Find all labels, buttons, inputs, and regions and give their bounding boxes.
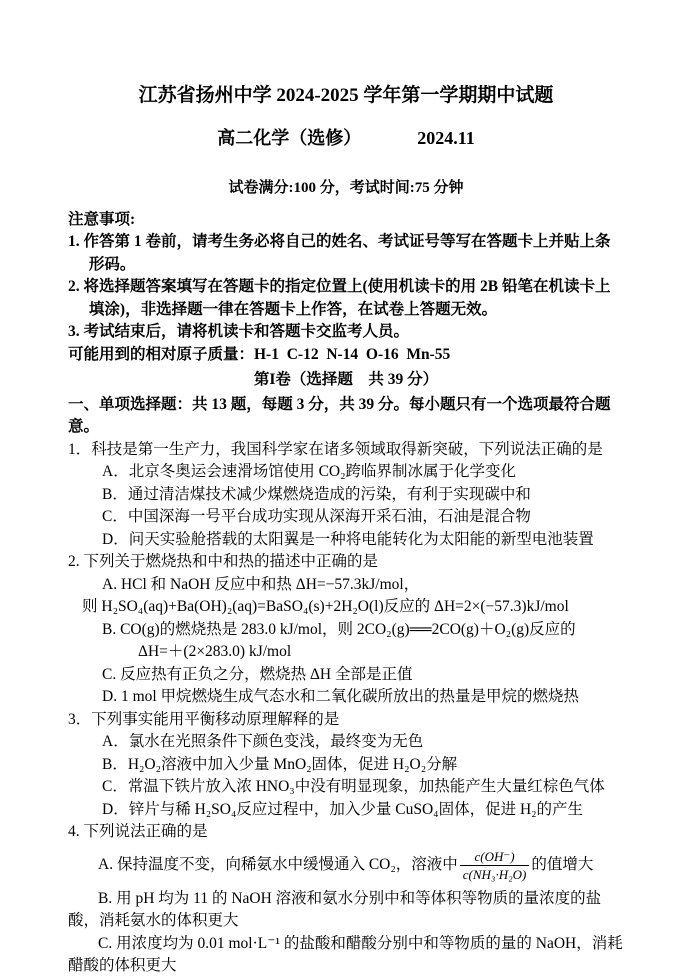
question-4-option-a	[68, 844, 624, 888]
question-2-option-b: B. CO(g)的燃烧热是 283.0 kJ/mol，则 2CO₂(g)══2CO(g)＋O₂(g)反应的	[102, 620, 576, 638]
subject-name: 高二化学（选修）	[217, 128, 362, 148]
question-1	[68, 439, 624, 552]
question-1-option-a: A．北京冬奥运会速滑场馆使用 CO₂跨临界制冰属于化学变化	[102, 463, 517, 480]
notice-item-1: 1. 作答第 1 卷前，请考生务必将自己的姓名、考试证号等写在答题卡上并贴上条形码。	[68, 233, 611, 273]
question-4-option-c: C. 用浓度均为 0.01 mol·L⁻¹ 的盐酸和醋酸分别中和等物质的量的 NaOH，消耗醋酸的体积更大	[68, 934, 623, 974]
concentration-fraction	[460, 849, 530, 882]
question-2-stem: 2. 下列关于燃烧热和中和热的描述中正确的是	[68, 553, 379, 570]
question-3-option-b: B．H₂O₂溶液中加入少量 MnO₂固体，促进 H₂O₂分解	[102, 755, 458, 773]
question-1-option-d: D．问天实验舱搭载的太阳翼是一种将电能转化为太阳能的新型电池装置	[102, 530, 594, 548]
question-3-option-d: D．锌片与稀 H₂SO₄反应过程中，加入少量 CuSO₄固体，促进 H₂的产生	[102, 800, 584, 818]
question-2	[68, 551, 624, 709]
question-2-option-a: A. HCl 和 NaOH 反应中和热 ΔH=−57.3kJ/mol，	[102, 575, 420, 593]
exam-date: 2024.11	[417, 128, 475, 148]
question-4-option-b: B. 用 pH 均为 11 的 NaOH 溶液和氨水分别中和等体积等物质的量浓度的盐酸，消耗氨水的体积更大	[68, 889, 602, 929]
question-1-stem: 1．科技是第一生产力，我国科学家在诸多领域取得新突破，下列说法正确的是	[68, 440, 603, 458]
question-3	[68, 709, 624, 822]
paper-subtitle-row	[68, 126, 624, 150]
paper-title: 江苏省扬州中学 2024-2025 学年第一学期期中试题	[138, 85, 554, 106]
atomic-mass-line: 可能用到的相对原子质量：H-1 C-12 N-14 O-16 Mn-55	[68, 345, 451, 363]
section-1-heading: 第I卷（选择题 共 39 分）	[253, 371, 439, 388]
question-4	[68, 821, 624, 978]
fraction-numerator: c(OH⁻)	[460, 849, 530, 866]
question-3-stem: 3．下列事实能用平衡移动原理解释的是	[68, 710, 340, 728]
question-3-option-c: C．常温下铁片放入浓 HNO₃中没有明显现象，加热能产生大量红棕色气体	[102, 778, 605, 795]
notice-item-2: 2. 将选择题答案填写在答题卡的指定位置上(使用机读卡的用 2B 铅笔在机读卡上填涂)，非选择题一律在答题卡上作答，在试卷上答题无效。	[68, 278, 611, 318]
notice-item-3: 3. 考试结束后，请将机读卡和答题卡交监考人员。	[68, 323, 410, 340]
option-a-text-before: A. 保持温度不变，向稀氨水中缓慢通入 CO₂，溶液中	[98, 856, 458, 874]
notice-heading: 注意事项:	[68, 210, 136, 228]
fraction-denominator: c(NH₃·H₂O)	[462, 867, 527, 882]
part-1-heading: 一、单项选择题：共 13 题，每题 3 分，共 39 分。每小题只有一个选项最符合题意。	[68, 395, 611, 435]
question-2-option-b-cont: ΔH=＋(2×283.0) kJ/mol	[138, 643, 292, 660]
exam-info: 试卷满分:100 分，考试时间:75 分钟	[228, 180, 464, 196]
question-2-option-a-cont: 则 H₂SO₄(aq)+Ba(OH)₂(aq)=BaSO₄(s)+2H₂O(l)反应的 ΔH=2×(−57.3)kJ/mol	[82, 598, 569, 615]
question-2-option-c: C. 反应热有正负之分，燃烧热 ΔH 全部是正值	[102, 665, 413, 683]
question-1-option-b: B．通过清洁煤技术减少煤燃烧造成的污染，有利于实现碳中和	[102, 485, 531, 503]
question-4-stem: 4. 下列说法正确的是	[68, 823, 208, 840]
option-a-text-after: 的值增大	[531, 856, 594, 874]
question-3-option-a: A．氯水在光照条件下颜色变浅，最终变为无色	[102, 733, 424, 750]
question-2-option-d: D. 1 mol 甲烷燃烧生成气态水和二氧化碳所放出的热量是甲烷的燃烧热	[102, 688, 580, 705]
question-1-option-c: C．中国深海一号平台成功实现从深海开采石油，石油是混合物	[102, 508, 531, 525]
